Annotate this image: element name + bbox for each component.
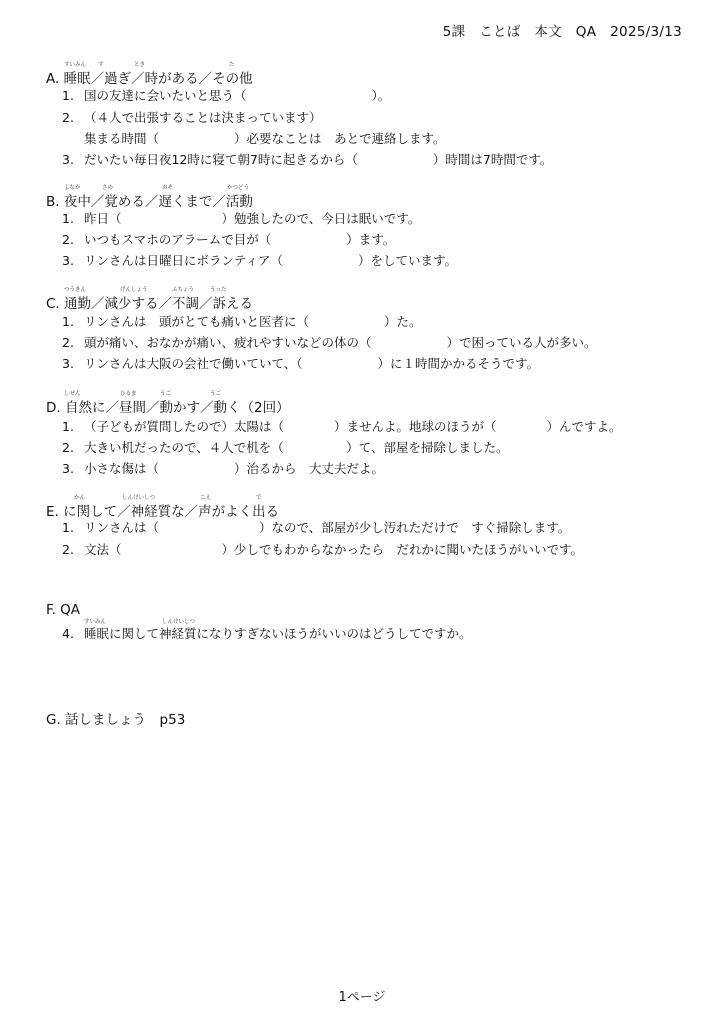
question-item: 1. （子どもが質問したので）太陽は（ ）ませんよ。地球のほうが（ ）んですよ。	[62, 419, 622, 434]
section-title-f: F. QA	[46, 602, 81, 618]
question-item: 2. 文法（ ）少しでもわからなかったら だれかに聞いたほうがいいです。	[62, 542, 584, 557]
worksheet-header: 5課 ことば 本文 QA 2025/3/13	[442, 24, 682, 40]
section-title-d: D. 自然に／昼間／動かす／動く（2回）	[46, 400, 290, 416]
question-item: 集まる時間（ ）必要なことは あとで連絡します。	[84, 131, 446, 146]
question-item: 2. 大きい机だったので、４人で机を（ ）て、部屋を掃除しました。	[62, 440, 509, 455]
question-item: 4. 睡眠に関して神経質になりすぎないほうがいいのはどうしてですか。	[62, 626, 472, 641]
section-title-c: C. 通勤／減少する／不調／訴える	[46, 296, 254, 312]
question-item: 1. 昨日（ ）勉強したので、今日は眠いです。	[62, 211, 421, 226]
question-item: 2. いつもスマホのアラームで目が（ ）ます。	[62, 232, 396, 247]
question-item: 2. （４人で出張することは決まっています）	[62, 110, 322, 125]
question-item: 1. リンさんは 頭がとても痛いと医者に（ ）た。	[62, 314, 422, 329]
question-item: 3. リンさんは日曜日にボランティア（ ）をしています。	[62, 253, 458, 268]
section-title-e: E. に関して／神経質な／声がよく出る	[46, 504, 280, 520]
section-title-a: A. 睡眠／過ぎ／時がある／その他	[46, 71, 253, 87]
question-item: 2. 頭が痛い、おなかが痛い、疲れやすいなどの体の（ ）で困っている人が多い。	[62, 335, 597, 350]
section-title-b: B. 夜中／覚める／遅くまで／活動	[46, 194, 253, 210]
question-item: 3. 小さな傷は（ ）治るから 大丈夫だよ。	[62, 461, 385, 476]
question-item: 3. だいたい毎日夜12時に寝て朝7時に起きるから（ ）時間は7時間です。	[62, 152, 553, 167]
page-number: 1ページ	[338, 990, 386, 1005]
question-item: 3. リンさんは大阪の会社で働いていて、（ ）に１時間かかるそうです。	[62, 356, 540, 371]
question-item: 1. リンさんは（ ）なので、部屋が少し汚れただけで すぐ掃除します。	[62, 520, 571, 535]
section-title-g: G. 話しましょう p53	[46, 712, 186, 728]
question-item: 1. 国の友達に会いたいと思う（ ）。	[62, 88, 391, 103]
